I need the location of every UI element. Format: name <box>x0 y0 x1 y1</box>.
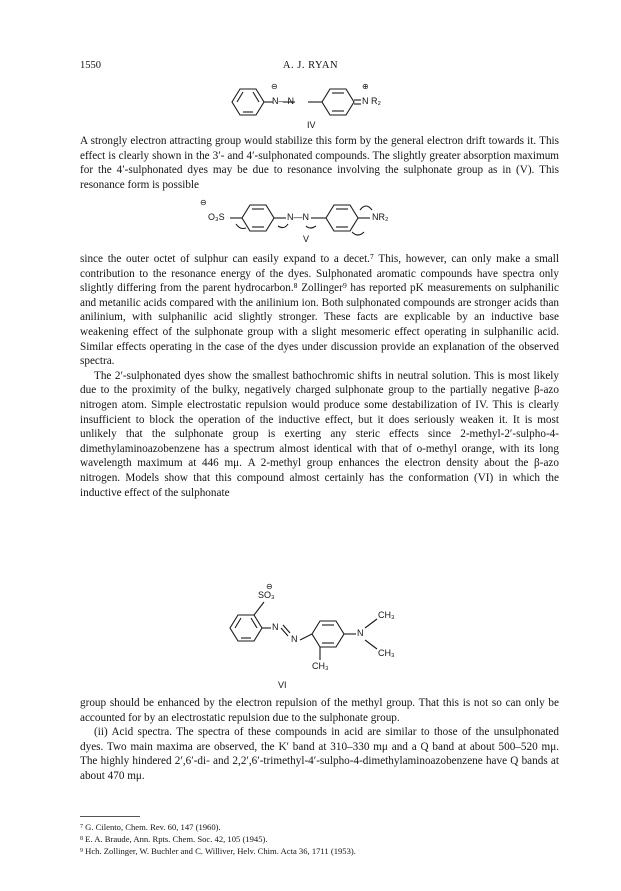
footnote-7-text: G. Cilento, Chem. Rev. 60, 147 (1960). <box>85 822 221 832</box>
footnote-8-text: E. A. Braude, Ann. Rpts. Chem. Soc. 42, 105 (1945). <box>85 834 268 844</box>
footnote-8 <box>80 834 268 845</box>
vi-ch3-c: CH₃ <box>312 661 329 671</box>
footnote-8-num: 8 <box>80 836 83 842</box>
iv-n1-charge: ⊖ <box>271 82 278 91</box>
v-nr2: NR₂ <box>372 212 389 222</box>
vi-label: VI <box>278 680 287 690</box>
iv-azo-linkage: N—N <box>272 96 294 106</box>
footnote-9 <box>80 846 356 857</box>
paragraph-1-text: A strongly electron attracting group would stabilize this form by the general electron drift towards it. This effect is clearly shown in the 3′- and 4′-sulphonated compounds. The slightly greater absorption maximum for the 4′-sulphonated dyes may be due to resonance involving the sulphonate group as in (V). This resonance form is possible <box>80 135 559 191</box>
vi-n3: N <box>357 628 364 638</box>
iv-nr2-charge: ⊕ <box>362 82 369 91</box>
running-author: A. J. RYAN <box>282 60 339 71</box>
structure-vi <box>226 582 426 694</box>
v-o-charge: ⊖ <box>200 198 207 207</box>
vi-so3-charge: ⊖ <box>266 582 273 591</box>
footnote-9-num: 9 <box>80 848 83 854</box>
paragraph-5-text: (ii) Acid spectra. The spectra of these compounds in acid are similar to those of the unsulphonated dyes. Two main maxima are observed, the K′ band at 310–330 mμ and a Q band at about 500–520 mμ. The highly hindered 2′,6′-di- and 2,2′,6′-trimethyl-4′-sulpho-4-dimethylaminoazobenzene have Q bands at about 470 mμ. <box>80 726 559 782</box>
paragraph-1 <box>80 134 559 192</box>
vi-n1: N <box>272 622 279 632</box>
vi-so3: SO₃ <box>258 590 275 600</box>
page-number: 1550 <box>80 60 101 71</box>
structure-vi-drawing <box>226 582 426 694</box>
vi-ch3-b: CH₃ <box>378 648 395 658</box>
paragraph-4-text: group should be enhanced by the electron repulsion of the methyl group. That this is not so can only be accounted for by an electrostatic repulsion due to the sulphonate group. <box>80 697 559 724</box>
footnote-7-num: 7 <box>80 824 83 830</box>
footnote-9-text: Hch. Zollinger, W. Buchler and C. Williver, Helv. Chim. Acta 36, 1711 (1953). <box>85 846 356 856</box>
paragraph-2 <box>80 252 559 500</box>
vi-ch3-a: CH₃ <box>378 610 395 620</box>
v-azo: N—N <box>287 212 309 222</box>
v-label: V <box>303 234 310 244</box>
structure-iv <box>228 82 398 132</box>
iv-nr2: N R₂ <box>362 96 381 106</box>
v-o3s: O₃S <box>208 212 225 222</box>
footnote-7 <box>80 822 221 833</box>
paragraph-2-text: since the outer octet of sulphur can easily expand to a decet.⁷ This, however, can only make a small contribution to the resonance energy of the dyes. Sulphonated aromatic compounds have spectra only slightly differing from the parent hydrocarbon.⁸ Zollinger⁹ has reported pK measurements on sulphanilic and metanilic acids compared with the anilinium ion. Both sulphonated compounds are stronger acids than anilinium, with sulphanilic acid slightly stronger. These facts are explicable by an inductive base weakening effect of the sulphonate group with a slight mesomeric effect operating in sulphanilic acid. Similar effects operating in the case of the dyes under discussion provide an explanation of the observed spectra. <box>80 253 559 368</box>
structure-v-drawing <box>188 194 448 250</box>
paragraph-4 <box>80 696 559 784</box>
structure-v <box>188 194 448 250</box>
iv-label: IV <box>307 120 316 130</box>
footnote-rule <box>80 816 140 817</box>
paragraph-3-text: The 2′-sulphonated dyes show the smallest bathochromic shifts in neutral solution. This is most likely due to the proximity of the bulky, negatively charged sulphonate group to the partially negative β-azo nitrogen atom. Simple electrostatic repulsion would produce some destabilization of IV. This is clearly insufficient to block the operation of the inductive effect, but it does seriously weaken it. It is most unlikely that the sulphonate group is exerting any steric effects since 2-methyl-2′-sulpho-4-dimethylaminoazobenzene has a spectrum almost identical with that of o-methyl orange, with its long wavelength maximum at 446 mμ. A 2-methyl group enhances the electron density about the β-azo nitrogen. Models show that this compound almost certainly has the conformation (VI) in which the inductive effect of the sulphonate <box>80 369 559 499</box>
vi-n2: N <box>291 634 298 644</box>
